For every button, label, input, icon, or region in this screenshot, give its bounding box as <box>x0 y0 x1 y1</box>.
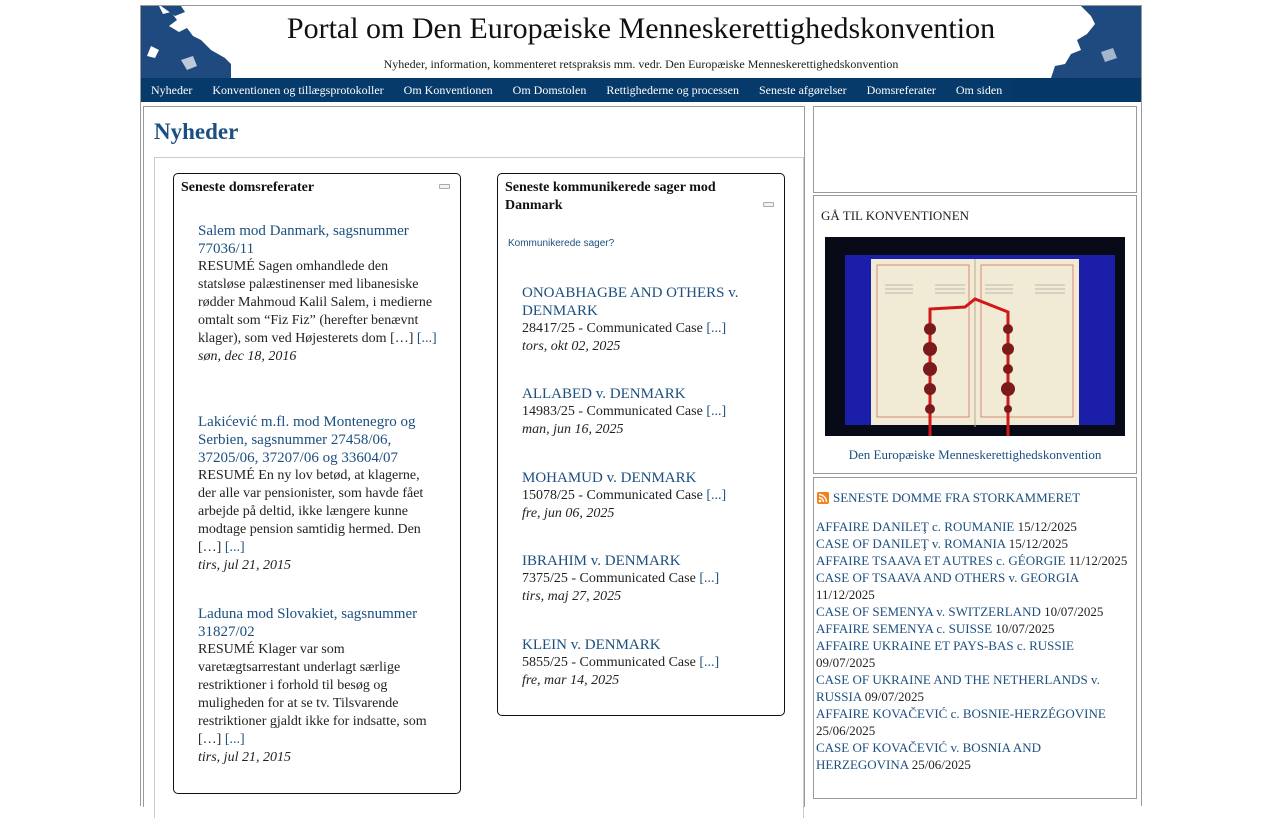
judgment-date: 11/12/2025 <box>816 587 875 602</box>
read-more-link[interactable]: [...] <box>224 540 245 555</box>
sidebar-empty-box <box>813 106 1137 193</box>
site-subtitle: Nyheder, information, kommenteret retspraksis mm. vedr. Den Europæiske Menneskerettighedskonvention <box>383 57 899 71</box>
judgment-date: 10/07/2025 <box>995 621 1055 636</box>
list-item <box>816 552 1131 569</box>
list-item <box>816 739 1131 773</box>
grand-chamber-heading <box>817 490 1080 506</box>
nav-item-nyheder[interactable]: Nyheder <box>151 83 193 97</box>
nav-filler <box>1012 78 1141 102</box>
convention-book-illustration <box>825 237 1125 436</box>
judgment-link[interactable]: CASE OF KOVAČEVIĆ v. BOSNIA AND HERZEGOVINA <box>816 740 1042 772</box>
judgment-link[interactable]: AFFAIRE KOVAČEVIĆ c. BOSNIE-HERZÉGOVINE <box>816 706 1106 721</box>
judgment-date: 09/07/2025 <box>864 689 925 704</box>
judgment-link[interactable]: AFFAIRE DANILEŢ c. ROUMANIE <box>816 519 1015 534</box>
judgment-date: 11/12/2025 <box>1068 553 1128 568</box>
site-header <box>141 6 1141 78</box>
list-item <box>816 535 1131 552</box>
entry-title-link[interactable]: MOHAMUD v. DENMARK <box>522 470 697 486</box>
list-item <box>816 620 1131 637</box>
judgment-date: 15/12/2025 <box>1017 519 1077 534</box>
widget-title: Seneste domsreferater <box>181 180 315 195</box>
kommunikerede-help-link[interactable]: Kommunikerede sager? <box>508 238 615 249</box>
entry-summary: RESUMÉ En ny lov betød, at klagerne, der alle var pensionister, som havde fået arbejde på deltid, ikke længere kunne modtage pension samtidig hermed. Den […] <box>198 468 424 555</box>
widget-title: Seneste kommunikerede sager mod Danmark <box>505 180 716 213</box>
read-more-link[interactable]: [...] <box>706 404 727 419</box>
list-item <box>522 385 762 439</box>
entry-summary: 14983/25 - Communicated Case <box>522 404 703 419</box>
rss-icon[interactable] <box>817 492 829 504</box>
list-item <box>816 569 1131 603</box>
nav-item-om-domstolen[interactable]: Om Domstolen <box>512 83 587 97</box>
list-item <box>816 705 1131 739</box>
entry-date: tors, okt 02, 2025 <box>522 339 621 354</box>
list-item <box>816 637 1131 671</box>
convention-book-image[interactable] <box>825 237 1125 436</box>
entry-summary: 7375/25 - Communicated Case <box>522 571 696 586</box>
page <box>140 5 1142 806</box>
read-more-link[interactable]: [...] <box>706 321 727 336</box>
entry-title-link[interactable]: Lakićević m.fl. mod Montenegro og Serbien, sagsnummer 27458/06, 37205/06, 37207/06 og 33604/07 <box>198 414 416 466</box>
grand-chamber-heading-link[interactable]: SENESTE DOMME FRA STORKAMMERET <box>833 490 1081 505</box>
konvention-caption-link[interactable]: Den Europæiske Menneskerettighedskonvention <box>848 447 1102 462</box>
read-more-link[interactable]: [...] <box>706 488 727 503</box>
entry-summary: 15078/25 - Communicated Case <box>522 488 703 503</box>
entry-date: tirs, maj 27, 2025 <box>522 589 622 604</box>
entry-date: søn, dec 18, 2016 <box>198 349 297 364</box>
sidebar-konvention-box <box>813 195 1137 474</box>
list-item <box>198 222 438 366</box>
judgment-date: 25/06/2025 <box>816 723 876 738</box>
page-title: Nyheder <box>154 119 239 144</box>
judgment-date: 09/07/2025 <box>816 655 876 670</box>
entry-title-link[interactable]: Salem mod Danmark, sagsnummer 77036/11 <box>198 223 409 257</box>
nav-item-om-siden[interactable]: Om siden <box>955 83 1003 97</box>
list-item <box>198 605 438 767</box>
entry-title-link[interactable]: ALLABED v. DENMARK <box>522 386 686 402</box>
entry-title-link[interactable]: ONOABHAGBE AND OTHERS v. DENMARK <box>522 285 739 319</box>
sidebar-grand-chamber-box <box>813 477 1137 799</box>
list-item <box>522 636 762 690</box>
entry-date: fre, jun 06, 2025 <box>522 506 615 521</box>
judgment-date: 10/07/2025 <box>1044 604 1104 619</box>
grand-chamber-list <box>816 518 1131 773</box>
judgment-link[interactable]: AFFAIRE TSAAVA ET AUTRES c. GÉORGIE <box>816 553 1066 568</box>
read-more-link[interactable]: [...] <box>416 331 437 346</box>
nav-item-konventionen[interactable]: Konventionen og tillægsprotokoller <box>212 83 384 97</box>
content-frame <box>154 157 804 818</box>
list-item <box>522 469 762 523</box>
nav-item-seneste-afgorelser[interactable]: Seneste afgørelser <box>758 83 847 97</box>
entry-date: tirs, jul 21, 2015 <box>198 750 291 765</box>
judgment-date: 15/12/2025 <box>1008 536 1068 551</box>
main-nav <box>141 78 1141 102</box>
domsreferater-widget <box>173 173 461 794</box>
konvention-heading: GÅ TIL KONVENTIONEN <box>821 208 970 223</box>
nav-item-domsreferater[interactable]: Domsreferater <box>866 83 936 97</box>
list-item <box>522 284 762 356</box>
judgment-date: 25/06/2025 <box>911 757 971 772</box>
europe-map-right-icon <box>1051 6 1141 78</box>
judgment-link[interactable]: AFFAIRE SEMENYA c. SUISSE <box>816 621 993 636</box>
judgment-link[interactable]: CASE OF SEMENYA v. SWITZERLAND <box>816 604 1041 619</box>
judgment-link[interactable]: AFFAIRE UKRAINE ET PAYS-BAS c. RUSSIE <box>816 638 1074 653</box>
entry-date: man, jun 16, 2025 <box>522 422 624 437</box>
entry-summary: RESUMÉ Klager var som varetægtsarrestant underlagt særlige restriktioner i forhold til besøg og muligheden for at se tv. Tilsvarende restriktioner gjaldt ikke for indsatte, som […] <box>198 642 427 747</box>
entry-title-link[interactable]: Laduna mod Slovakiet, sagsnummer 31827/02 <box>198 606 418 640</box>
list-item <box>816 518 1131 535</box>
read-more-link[interactable]: [...] <box>699 655 720 670</box>
read-more-link[interactable]: [...] <box>699 571 720 586</box>
judgment-link[interactable]: CASE OF TSAAVA AND OTHERS v. GEORGIA <box>816 570 1079 585</box>
list-item <box>816 603 1131 620</box>
nav-item-om-konventionen[interactable]: Om Konventionen <box>403 83 493 97</box>
entry-summary: RESUMÉ Sagen omhandlede den statsløse palæstinenser med libanesiske rødder Mahmoud Kalil Salem, i medierne omtalt som “Fiz Fiz” (herefter benævnt klager), som ved Højesterets dom […] <box>198 259 433 346</box>
entry-title-link[interactable]: IBRAHIM v. DENMARK <box>522 553 681 569</box>
judgment-link[interactable]: CASE OF UKRAINE AND THE NETHERLANDS v. RUSSIA <box>816 672 1100 704</box>
entry-date: fre, mar 14, 2025 <box>522 673 620 688</box>
list-item <box>198 413 438 575</box>
list-item <box>522 552 762 606</box>
site-title[interactable]: Portal om Den Europæiske Menneskerettighedskonvention <box>286 12 996 45</box>
entry-summary: 28417/25 - Communicated Case <box>522 321 703 336</box>
entry-date: tirs, jul 21, 2015 <box>198 558 291 573</box>
list-item <box>816 671 1131 705</box>
judgment-link[interactable]: CASE OF DANILEŢ v. ROMANIA <box>816 536 1006 551</box>
main-content <box>143 106 805 807</box>
kommunikerede-widget <box>497 173 785 716</box>
entry-summary: 5855/25 - Communicated Case <box>522 655 696 670</box>
minimize-icon[interactable] <box>439 184 450 189</box>
read-more-link[interactable]: [...] <box>224 732 245 747</box>
nav-item-rettighederne[interactable]: Rettighederne og processen <box>606 83 739 97</box>
minimize-icon[interactable] <box>763 202 774 207</box>
entry-title-link[interactable]: KLEIN v. DENMARK <box>522 637 661 653</box>
